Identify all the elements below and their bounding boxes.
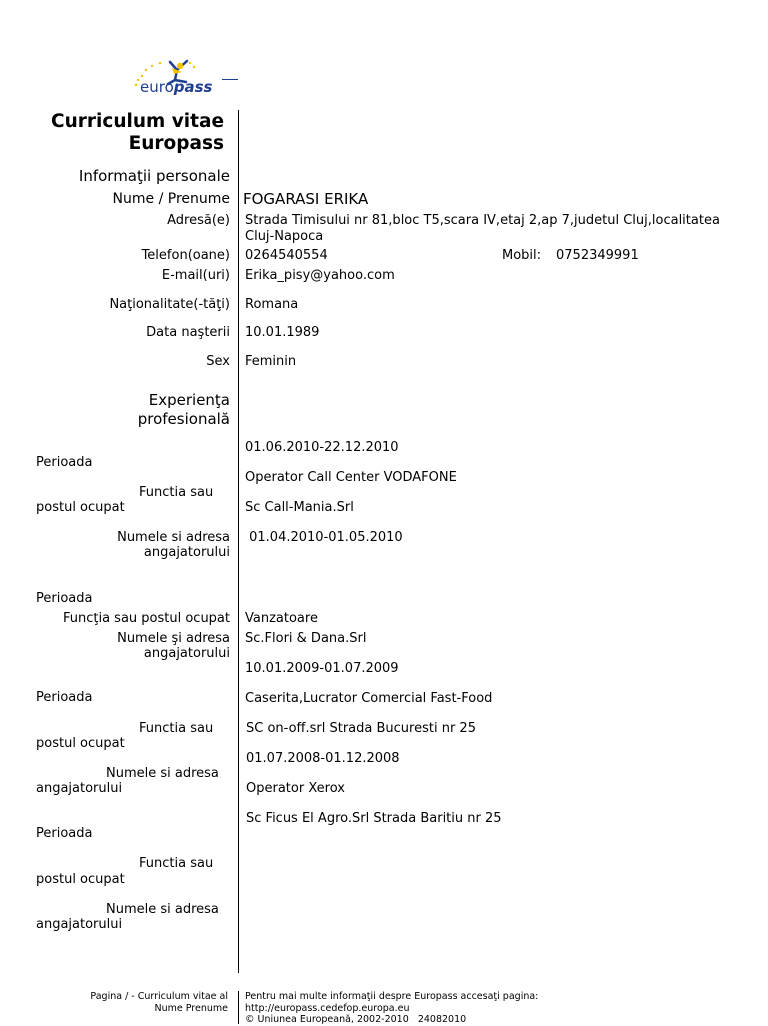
birthdate-label: Data naşterii bbox=[146, 325, 230, 340]
label-angajatorului-3: angajatorului bbox=[36, 781, 123, 796]
cv-title bbox=[51, 111, 224, 155]
label-numele-si-adresa-3: Numele si adresa bbox=[106, 766, 219, 781]
sex-value: Feminin bbox=[245, 354, 297, 369]
experience-value: 10.01.2009-01.07.2009 bbox=[245, 661, 399, 676]
address-line2: Cluj-Napoca bbox=[245, 229, 324, 244]
experience-value: Caserita,Lucrator Comercial Fast-Food bbox=[245, 691, 493, 706]
name-value: FOGARASI ERIKA bbox=[243, 190, 369, 208]
footer-right-line1: Pentru mai multe informaţii despre Europass accesaţi pagina: bbox=[245, 991, 539, 1002]
name-label: Nume / Prenume bbox=[112, 191, 230, 207]
footer-left bbox=[90, 991, 228, 1014]
email-label: E-mail(uri) bbox=[161, 268, 230, 283]
experience-heading-line1: Experienţa bbox=[148, 391, 230, 409]
experience-value: Operator Call Center VODAFONE bbox=[245, 470, 457, 485]
experience-value: Sc Call-Mania.Srl bbox=[245, 500, 354, 515]
label-employer-1 bbox=[117, 530, 230, 560]
cv-title-line1: Curriculum vitae bbox=[51, 111, 224, 132]
nationality-value: Romana bbox=[245, 297, 299, 312]
label-perioada-1: Perioada bbox=[36, 455, 93, 470]
nationality-label: Naţionalitate(-tăţi) bbox=[109, 297, 230, 312]
europass-wordmark: europass bbox=[140, 78, 213, 96]
europass-logo bbox=[130, 58, 240, 104]
mobile-label: Mobil: bbox=[502, 248, 542, 263]
experience-value: Operator Xerox bbox=[246, 781, 345, 796]
label-angajatorului-4: angajatorului bbox=[36, 917, 123, 932]
label-angajatorului-1: angajatorului bbox=[143, 545, 230, 560]
experience-value: Sc.Flori & Dana.Srl bbox=[245, 631, 367, 646]
phone-value: 0264540554 bbox=[245, 248, 328, 263]
address-label: Adresă(e) bbox=[167, 213, 230, 228]
footer-left-line2: Nume Prenume bbox=[154, 1002, 228, 1014]
section-heading-personal: Informaţii personale bbox=[78, 167, 230, 185]
footer-copyright: © Uniunea Europeană, 2002-2010 24082010 bbox=[245, 1014, 467, 1025]
address-value bbox=[245, 213, 720, 245]
label-postul-ocupat-3: postul ocupat bbox=[36, 736, 125, 751]
experience-value: 01.04.2010-01.05.2010 bbox=[245, 530, 403, 545]
section-heading-experience bbox=[138, 391, 230, 429]
logo-rule bbox=[222, 79, 238, 80]
label-perioada-3: Perioada bbox=[36, 690, 93, 705]
experience-value: Vanzatoare bbox=[245, 611, 318, 626]
experience-value: 01.06.2010-22.12.2010 bbox=[245, 440, 399, 455]
experience-value: 01.07.2008-01.12.2008 bbox=[246, 751, 400, 766]
experience-value: SC on-off.srl Strada Bucuresti nr 25 bbox=[246, 721, 476, 736]
label-postul-ocupat-4: postul ocupat bbox=[36, 872, 125, 887]
footer-right bbox=[245, 991, 538, 1026]
cv-title-line2: Europass bbox=[128, 133, 224, 154]
footer-link[interactable]: http://europass.cedefop.europa.eu bbox=[245, 1002, 410, 1014]
address-line1: Strada Timisului nr 81,bloc T5,scara IV,etaj 2,ap 7,judetul Cluj,localitatea bbox=[245, 213, 720, 228]
label-numele-si-adresa-1: Numele si adresa bbox=[117, 530, 230, 545]
footer-divider bbox=[238, 991, 239, 1024]
label-perioada-4: Perioada bbox=[36, 826, 93, 841]
phone-label: Telefon(oane) bbox=[141, 248, 230, 263]
label-perioada-2: Perioada bbox=[36, 591, 93, 606]
footer-left-line1: Pagina / - Curriculum vitae al bbox=[90, 991, 228, 1002]
label-employer-2 bbox=[117, 631, 230, 661]
experience-heading-line2: profesională bbox=[137, 410, 230, 428]
birthdate-value: 10.01.1989 bbox=[245, 325, 320, 340]
label-angajatorului-2: angajatorului bbox=[143, 646, 230, 661]
label-functia-sau-4: Functia sau bbox=[139, 856, 214, 871]
column-divider bbox=[238, 110, 239, 973]
label-postul-ocupat-1: postul ocupat bbox=[36, 500, 125, 515]
email-value: Erika_pisy@yahoo.com bbox=[245, 268, 395, 283]
label-functia-sau-1: Functia sau bbox=[139, 485, 214, 500]
experience-value: Sc Ficus El Agro.Srl Strada Baritiu nr 25 bbox=[246, 811, 502, 826]
mobile-value: 0752349991 bbox=[556, 248, 639, 263]
sex-label: Sex bbox=[206, 354, 230, 369]
label-numele-si-adresa-4: Numele si adresa bbox=[106, 902, 219, 917]
label-functia-sau-3: Functia sau bbox=[139, 721, 214, 736]
label-numele-si-adresa-2: Numele şi adresa bbox=[117, 631, 230, 646]
label-functia-sau-postul-ocupat: Funcţia sau postul ocupat bbox=[62, 611, 230, 626]
